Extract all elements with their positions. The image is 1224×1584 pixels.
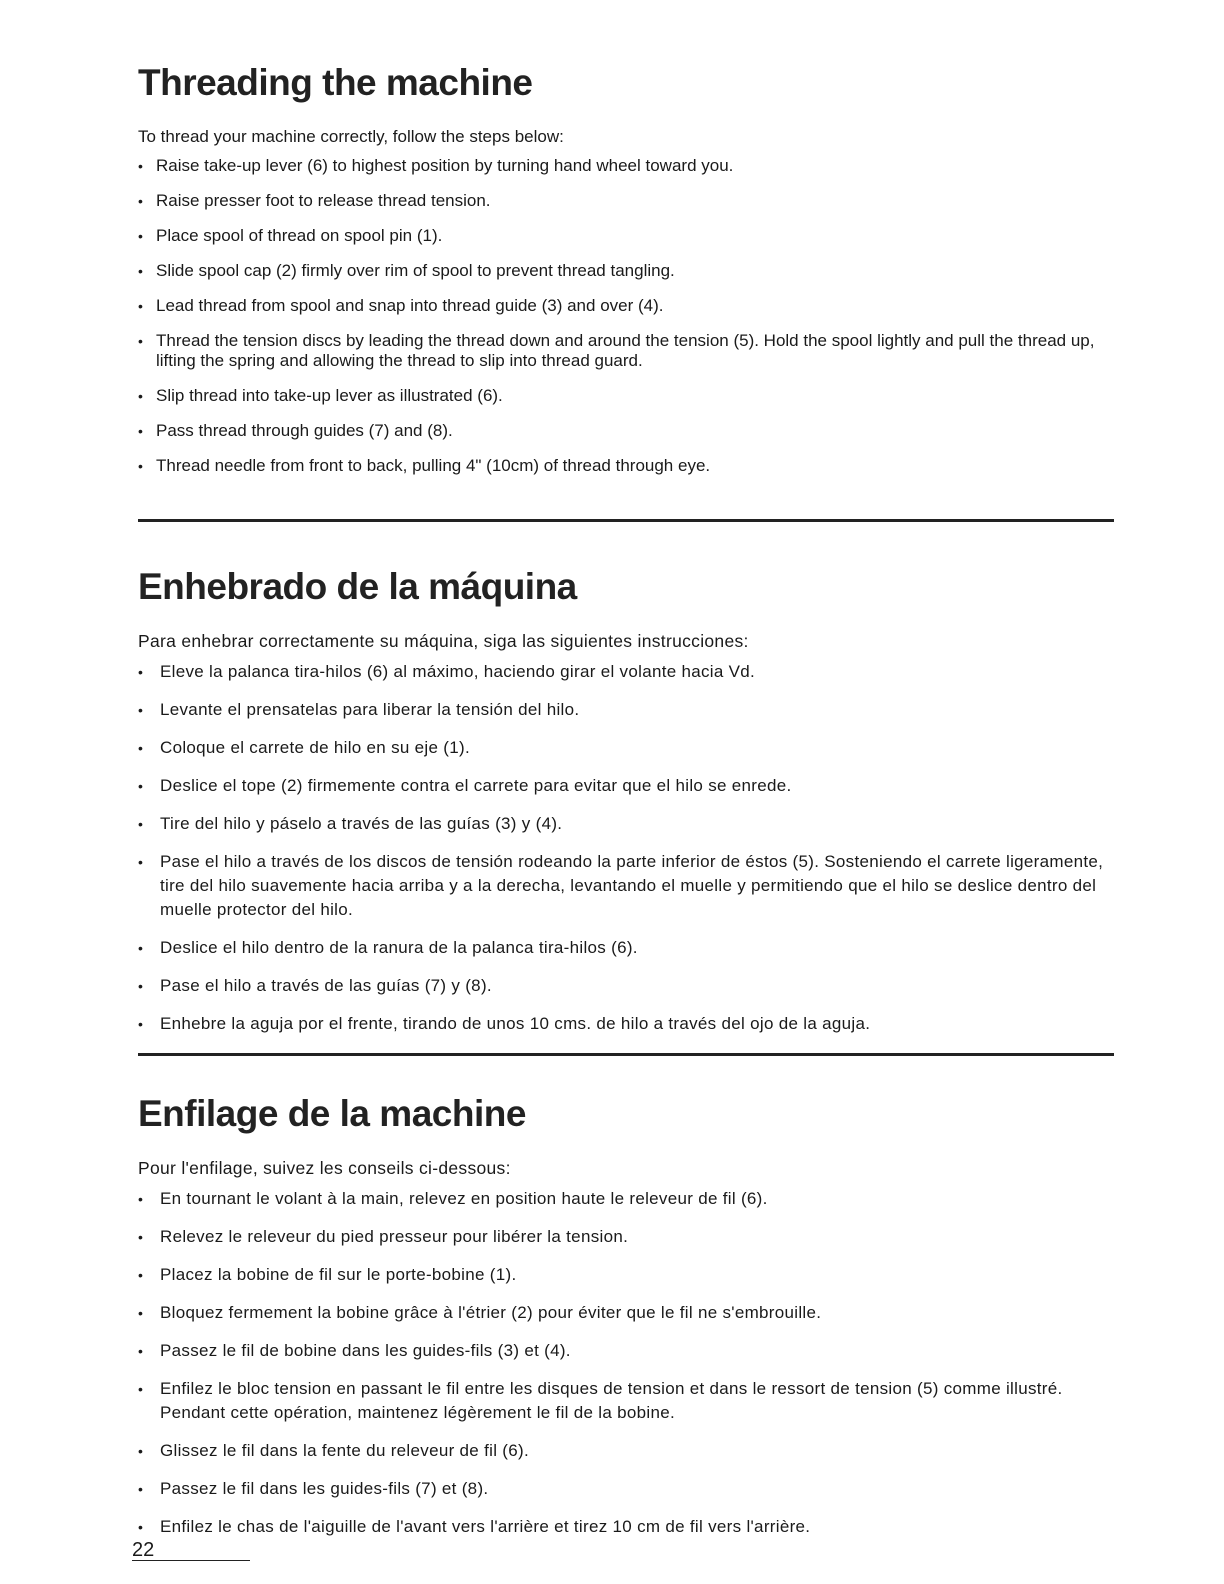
step-text: Slip thread into take-up lever as illustrated (6). xyxy=(156,386,503,405)
step-text: Enhebre la aguja por el frente, tirando de unos 10 cms. de hilo a través del ojo de la aguja. xyxy=(160,1014,871,1033)
list-item xyxy=(138,936,1118,960)
bullet-icon: • xyxy=(138,940,144,956)
list-item xyxy=(138,736,1118,760)
step-text: Glissez le fil dans la fente du releveur de fil (6). xyxy=(160,1441,529,1460)
list-item xyxy=(138,421,1118,441)
list-item xyxy=(138,1225,1118,1249)
list-item xyxy=(138,1263,1118,1287)
step-text: Placez la bobine de fil sur le porte-bobine (1). xyxy=(160,1265,517,1284)
bullet-icon: • xyxy=(138,664,144,680)
section-title: Enhebrado de la máquina xyxy=(138,566,577,607)
list-item xyxy=(138,156,1118,176)
section-divider xyxy=(138,1053,1114,1056)
step-text: Raise take-up lever (6) to highest position by turning hand wheel toward you. xyxy=(156,156,734,175)
bullet-icon: • xyxy=(138,158,143,174)
step-text: Enfilez le bloc tension en passant le fil entre les disques de tension et dans le ressort de tension (5) comme illustré. Pendant cette opération, maintenez légèrement le fil de la bobine. xyxy=(160,1379,1063,1422)
bullet-icon: • xyxy=(138,1381,144,1397)
step-text: Raise presser foot to release thread tension. xyxy=(156,191,491,210)
bullet-icon: • xyxy=(138,1443,144,1459)
bullet-icon: • xyxy=(138,333,143,349)
page-number: 22 xyxy=(132,1540,250,1561)
list-item xyxy=(138,1187,1118,1211)
step-text: Thread needle from front to back, pulling 4" (10cm) of thread through eye. xyxy=(156,456,711,475)
bullet-icon: • xyxy=(138,388,143,404)
list-item xyxy=(138,850,1118,922)
step-text: Thread the tension discs by leading the thread down and around the tension (5). Hold the spool lightly and pull the thread up, lifting the spring and allowing the thread to slip into thread guard. xyxy=(156,331,1095,370)
bullet-icon: • xyxy=(138,423,143,439)
bullet-icon: • xyxy=(138,1267,144,1283)
section-title: Threading the machine xyxy=(138,62,533,103)
section-intro: To thread your machine correctly, follow the steps below: xyxy=(138,127,564,146)
bullet-icon: • xyxy=(138,458,143,474)
step-text: Pass thread through guides (7) and (8). xyxy=(156,421,453,440)
list-item xyxy=(138,191,1118,211)
bullet-icon: • xyxy=(138,702,144,718)
section-title: Enfilage de la machine xyxy=(138,1093,526,1134)
bullet-icon: • xyxy=(138,1481,144,1497)
step-text: Relevez le releveur du pied presseur pour libérer la tension. xyxy=(160,1227,629,1246)
steps-list xyxy=(138,660,1118,1036)
step-text: Place spool of thread on spool pin (1). xyxy=(156,226,443,245)
list-item xyxy=(138,386,1118,406)
bullet-icon: • xyxy=(138,1305,144,1321)
bullet-icon: • xyxy=(138,778,144,794)
step-text: Passez le fil de bobine dans les guides-fils (3) et (4). xyxy=(160,1341,571,1360)
bullet-icon: • xyxy=(138,1519,144,1535)
list-item xyxy=(138,1515,1118,1539)
step-text: Passez le fil dans les guides-fils (7) et (8). xyxy=(160,1479,489,1498)
bullet-icon: • xyxy=(138,228,143,244)
step-text: Pase el hilo a través de los discos de tensión rodeando la parte inferior de éstos (5). Sosteniendo el carrete ligeramente, tire del hilo suavemente hacia arriba y a la derecha, levantando el muelle y permitiendo que el hilo se deslice dentro del muelle protector del hilo. xyxy=(160,852,1104,919)
bullet-icon: • xyxy=(138,1343,144,1359)
section-french xyxy=(138,1093,1118,1553)
bullet-icon: • xyxy=(138,978,144,994)
list-item xyxy=(138,331,1118,371)
list-item xyxy=(138,1439,1118,1463)
list-item xyxy=(138,1301,1118,1325)
bullet-icon: • xyxy=(138,298,143,314)
section-english xyxy=(138,62,1118,491)
steps-list xyxy=(138,1187,1118,1539)
list-item xyxy=(138,1477,1118,1501)
step-text: Pase el hilo a través de las guías (7) y (8). xyxy=(160,976,492,995)
step-text: Coloque el carrete de hilo en su eje (1). xyxy=(160,738,470,757)
bullet-icon: • xyxy=(138,816,144,832)
section-intro: Pour l'enfilage, suivez les conseils ci-dessous: xyxy=(138,1158,511,1178)
list-item xyxy=(138,974,1118,998)
step-text: Levante el prensatelas para liberar la tensión del hilo. xyxy=(160,700,580,719)
list-item xyxy=(138,698,1118,722)
step-text: Slide spool cap (2) firmly over rim of spool to prevent thread tangling. xyxy=(156,261,675,280)
step-text: Bloquez fermement la bobine grâce à l'étrier (2) pour éviter que le fil ne s'embrouille. xyxy=(160,1303,822,1322)
list-item xyxy=(138,261,1118,281)
step-text: Deslice el tope (2) firmemente contra el carrete para evitar que el hilo se enrede. xyxy=(160,776,792,795)
section-intro: Para enhebrar correctamente su máquina, siga las siguientes instrucciones: xyxy=(138,631,749,651)
list-item xyxy=(138,774,1118,798)
list-item xyxy=(138,1377,1118,1425)
step-text: Enfilez le chas de l'aiguille de l'avant vers l'arrière et tirez 10 cm de fil vers l'arrière. xyxy=(160,1517,811,1536)
list-item xyxy=(138,1339,1118,1363)
list-item xyxy=(138,812,1118,836)
step-text: Lead thread from spool and snap into thread guide (3) and over (4). xyxy=(156,296,664,315)
bullet-icon: • xyxy=(138,1016,144,1032)
list-item xyxy=(138,1012,1118,1036)
step-text: Deslice el hilo dentro de la ranura de la palanca tira-hilos (6). xyxy=(160,938,638,957)
list-item xyxy=(138,226,1118,246)
bullet-icon: • xyxy=(138,854,144,870)
list-item xyxy=(138,296,1118,316)
list-item xyxy=(138,456,1118,476)
bullet-icon: • xyxy=(138,740,144,756)
steps-list xyxy=(138,156,1118,476)
step-text: En tournant le volant à la main, relevez en position haute le releveur de fil (6). xyxy=(160,1189,768,1208)
bullet-icon: • xyxy=(138,263,143,279)
list-item xyxy=(138,660,1118,684)
bullet-icon: • xyxy=(138,1229,144,1245)
step-text: Tire del hilo y páselo a través de las guías (3) y (4). xyxy=(160,814,563,833)
section-spanish xyxy=(138,566,1118,1050)
step-text: Eleve la palanca tira-hilos (6) al máximo, haciendo girar el volante hacia Vd. xyxy=(160,662,756,681)
bullet-icon: • xyxy=(138,193,143,209)
bullet-icon: • xyxy=(138,1191,144,1207)
section-divider xyxy=(138,519,1114,522)
